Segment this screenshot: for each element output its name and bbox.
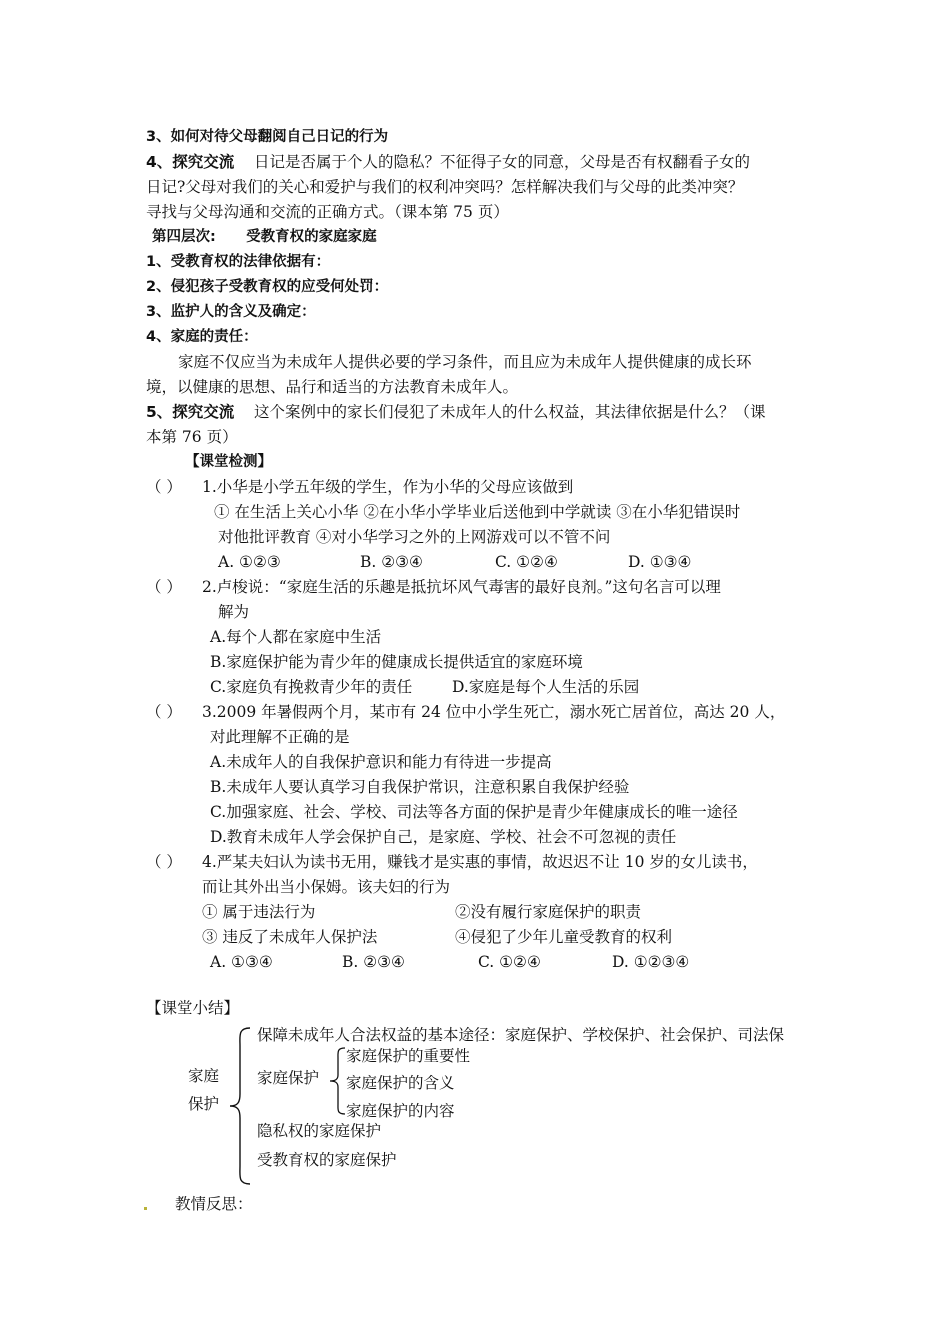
test-q3-stem: 3.2009 年暑假两个月，某市有 24 位中小学生死亡，溺水死亡居首位，高达 20 人， xyxy=(202,703,786,721)
summary-root-line-1: 家庭 xyxy=(188,1067,220,1085)
summary-branch-2-item-1: 家庭保护的重要性 xyxy=(346,1047,471,1065)
test-q4-choice-d: D. ①②③④ xyxy=(612,953,690,971)
summary-branch-3: 隐私权的家庭保护 xyxy=(257,1122,382,1140)
s4-question-5-line-1 xyxy=(146,402,766,422)
summary-branch-1: 保障未成年人合法权益的基本途径：家庭保护、学校保护、社会保护、司法保 xyxy=(257,1026,785,1044)
test-q3-paren: （ ） xyxy=(146,703,182,721)
question-4-label: 4、探究交流 xyxy=(146,153,235,171)
test-q4-paren: （ ） xyxy=(146,853,182,871)
summary-root-line-2: 保护 xyxy=(188,1095,220,1113)
s4-question-5-text: 这个案例中的家长们侵犯了未成年人的什么权益，其法律依据是什么？（课 xyxy=(254,403,766,421)
question-4-line-2: 日记?父母对我们的关心和爱护与我们的权利冲突吗？怎样解决我们与父母的此类冲突？ xyxy=(146,178,744,196)
summary-branch-2-item-2: 家庭保护的含义 xyxy=(346,1074,455,1092)
test-q2-choice-d: D.家庭是每个人生活的乐园 xyxy=(452,678,640,696)
s4-question-5-label: 5、探究交流 xyxy=(146,403,235,421)
s4-question-3: 3、监护人的含义及确定： xyxy=(146,304,316,320)
family-responsibility-line-1: 家庭不仅应当为未成年人提供必要的学习条件，而且应为未成年人提供健康的成长环 xyxy=(178,353,752,371)
test-q4-option-1: ① 属于违法行为 xyxy=(202,903,316,921)
s4-question-2: 2、侵犯孩子受教育权的应受何处罚： xyxy=(146,279,389,295)
test-q3-stem-cont: 对此理解不正确的是 xyxy=(210,728,350,746)
summary-branch-4: 受教育权的家庭保护 xyxy=(257,1151,397,1169)
test-q4-choice-b: B. ②③④ xyxy=(342,953,405,971)
test-q1-paren: （ ） xyxy=(146,478,182,496)
summary-sub-brace xyxy=(326,1046,348,1116)
summary-branch-2: 家庭保护 xyxy=(257,1069,320,1087)
s4-question-5-line-2: 本第 76 页） xyxy=(146,428,238,446)
test-q1-choice-c: C. ①②④ xyxy=(495,553,558,571)
test-q3-choice-b: B.未成年人要认真学习自我保护常识，注意积累自我保护经验 xyxy=(210,778,630,796)
test-q4-option-3: ③ 违反了未成年人保护法 xyxy=(202,928,378,946)
test-q2-stem-cont: 解为 xyxy=(218,603,250,621)
test-heading: 【课堂检测】 xyxy=(185,454,272,470)
test-q4-choice-a: A. ①③④ xyxy=(210,953,273,971)
test-q1-choice-d: D. ①③④ xyxy=(628,553,692,571)
family-responsibility-line-2: 境，以健康的思想、品行和适当的方法教育未成年人。 xyxy=(146,378,519,396)
test-q1-options-line-1: ① 在生活上关心小华 ②在小华小学毕业后送他到中学就读 ③在小华犯错误时 xyxy=(214,503,741,521)
question-4-line-3: 寻找与父母沟通和交流的正确方式。（课本第 75 页） xyxy=(146,203,509,221)
test-q4-option-4: ④侵犯了少年儿童受教育的权利 xyxy=(455,928,673,946)
test-q2-stem: 2.卢梭说：“家庭生活的乐趣是抵抗坏风气毒害的最好良剂。”这句名言可以理 xyxy=(202,578,721,596)
test-q1-choice-a: A. ①②③ xyxy=(218,553,281,571)
question-4-text: 日记是否属于个人的隐私？不征得子女的同意，父母是否有权翻看子女的 xyxy=(254,153,751,171)
question-3: 3、如何对待父母翻阅自己日记的行为 xyxy=(146,129,389,145)
bullet-mark xyxy=(144,1207,147,1210)
test-q1-stem: 1.小华是小学五年级的学生，作为小华的父母应该做到 xyxy=(202,478,574,496)
test-q2-paren: （ ） xyxy=(146,578,182,596)
test-q2-choice-c: C.家庭负有挽救青少年的责任 xyxy=(210,678,413,696)
section-4-heading-title: 受教育权的家庭家庭 xyxy=(246,229,377,245)
teaching-reflection: 教情反思： xyxy=(175,1195,253,1213)
test-q3-choice-a: A.未成年人的自我保护意识和能力有待进一步提高 xyxy=(210,753,552,771)
test-q4-choice-c: C. ①②④ xyxy=(478,953,541,971)
summary-main-brace xyxy=(226,1026,254,1186)
question-4-line-1 xyxy=(146,152,750,172)
section-4-heading xyxy=(152,227,377,247)
test-q2-choice-b: B.家庭保护能为青少年的健康成长提供适宜的家庭环境 xyxy=(210,653,583,671)
test-q2-choice-a: A.每个人都在家庭中生活 xyxy=(210,628,382,646)
test-q4-stem: 4.严某夫妇认为读书无用，赚钱才是实惠的事情，故迟迟不让 10 岁的女儿读书， xyxy=(202,853,758,871)
test-q4-option-2: ②没有履行家庭保护的职责 xyxy=(455,903,642,921)
test-q1-options-line-2: 对他批评教育 ④对小华学习之外的上网游戏可以不管不问 xyxy=(218,528,611,546)
s4-question-1: 1、受教育权的法律依据有： xyxy=(146,254,331,270)
s4-question-4: 4、家庭的责任： xyxy=(146,329,258,345)
test-q4-stem-cont: 而让其外出当小保姆。该夫妇的行为 xyxy=(202,878,451,896)
summary-heading: 【课堂小结】 xyxy=(146,999,240,1017)
test-q3-choice-c: C.加强家庭、社会、学校、司法等各方面的保护是青少年健康成长的唯一途径 xyxy=(210,803,738,821)
section-4-heading-level: 第四层次: xyxy=(152,229,216,245)
summary-branch-2-item-3: 家庭保护的内容 xyxy=(346,1102,455,1120)
test-q3-choice-d: D.教育未成年人学会保护自己，是家庭、学校、社会不可忽视的责任 xyxy=(210,828,677,846)
test-q1-choice-b: B. ②③④ xyxy=(360,553,423,571)
